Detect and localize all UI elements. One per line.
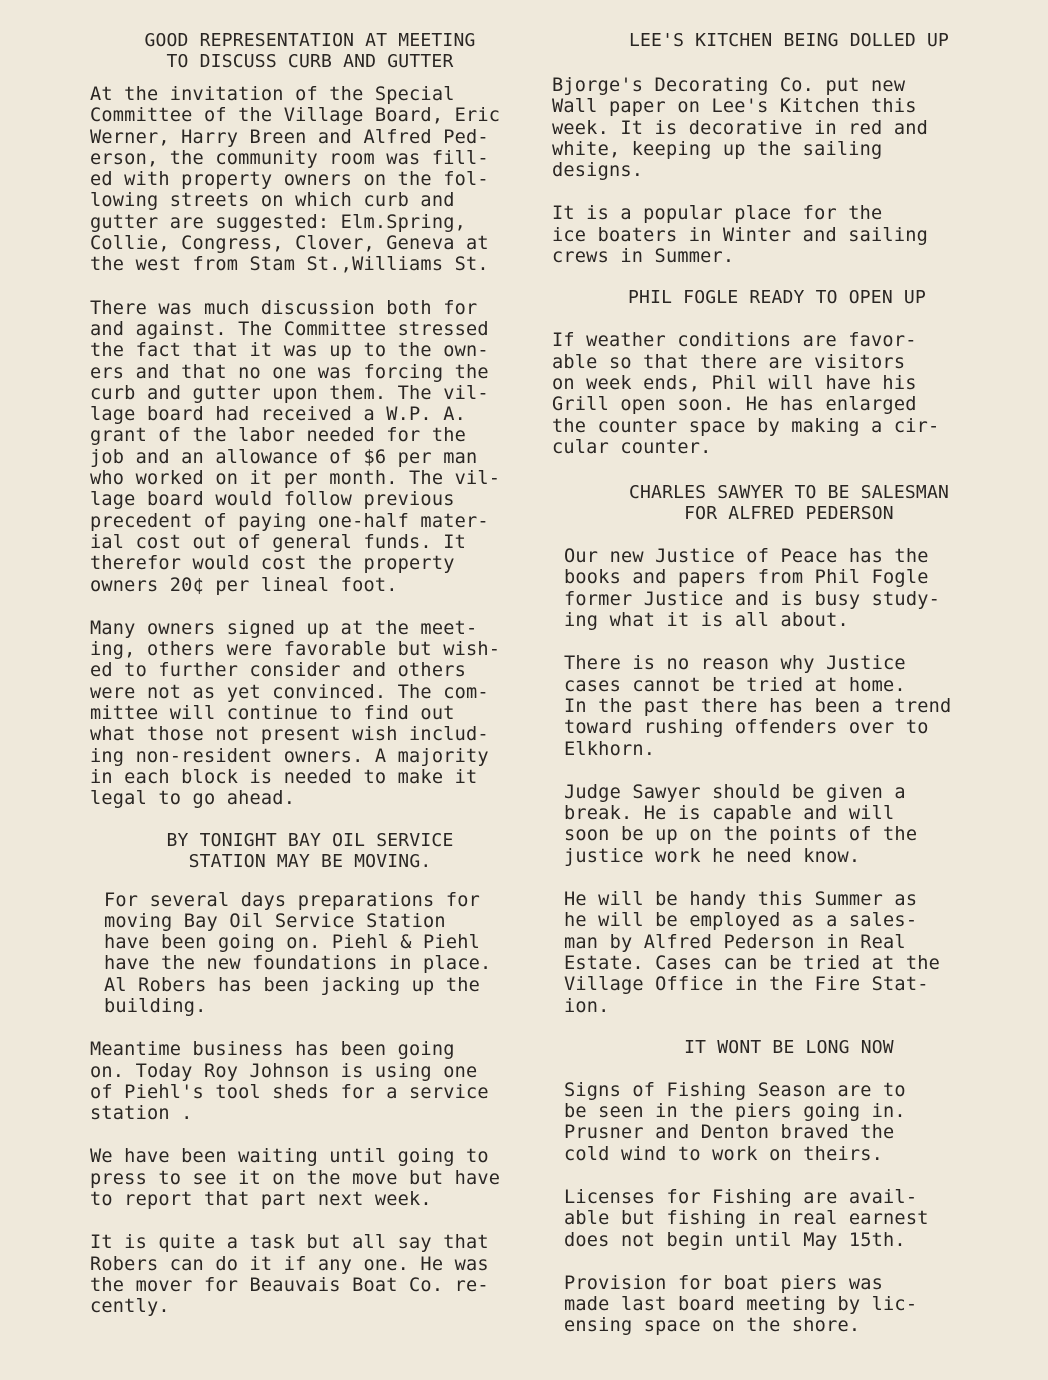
sawyer-paragraph-4: He will be handy this Summer as he will be employed as a sales- man by Alfred Pederson in Real Estate. Cases can be tried at the Village Office in the Fire Stat- ion. — [564, 889, 941, 1017]
left-column — [90, 30, 550, 1318]
bay-oil-paragraph-2: Meantime business has been going on. Today Roy Johnson is using one of Piehl's tool sheds for a service station . — [90, 1039, 489, 1125]
headline-lees-kitchen: LEE'S KITCHEN BEING DOLLED UP — [628, 30, 950, 51]
headline-sawyer-line1: CHARLES SAWYER TO BE SALESMAN — [628, 482, 950, 504]
fishing-paragraph-1: Signs of Fishing Season are to be seen in the piers going in. Prusner and Denton braved the cold wind to work on theirs. — [564, 1079, 906, 1165]
headline-bay-oil-line1: BY TONIGHT BAY OIL SERVICE — [166, 829, 454, 851]
bay-oil-paragraph-4: It is quite a task but all say that Robers can do it if any one. He was the mover for Beauvais Boat Co. re- cently. — [90, 1232, 489, 1318]
headline-bay-oil-line2: STATION MAY BE MOVING. — [188, 850, 432, 872]
fishing-paragraph-3: Provision for boat piers was made last board meeting by lic- ensing space on the shore. — [564, 1272, 918, 1337]
lees-kitchen-paragraph-2: It is a popular place for the ice boaters in Winter and sailing crews in Summer. — [552, 203, 929, 268]
bay-oil-paragraph-3: We have been waiting until going to press to see it on the move but have to report that part next week. — [90, 1146, 501, 1211]
curb-gutter-paragraph-1: At the invitation of the Special Committee of the Village Board, Eric Werner, Harry Breen and Alfred Ped- erson, the community room was fill- ed with property owners on the fol- lowing streets on which curb and gutter are suggested: Elm.Spring, Collie, Congress, Clover, Geneva at the west from Stam St.,Williams St. — [90, 84, 501, 276]
curb-gutter-paragraph-3: Many owners signed up at the meet- ing, others were favorable but wish- ed to further consider and others were not as yet convinced. The com- mittee will continue to find out what those not present wish includ- ing non-resident owners. A majority in each block is needed to make it legal to go ahead. — [90, 617, 501, 810]
sawyer-paragraph-3: Judge Sawyer should be given a break. He is capable and will soon be up on the points of the justice work he need know. — [564, 781, 918, 867]
headline-fishing: IT WONT BE LONG NOW — [684, 1036, 894, 1058]
headline-curb-gutter-line2: TO DISCUSS CURB AND GUTTER — [166, 51, 454, 72]
sawyer-paragraph-1: Our new Justice of Peace has the books and papers from Phil Fogle former Justice and is busy study- ing what it is all about. — [564, 546, 941, 632]
phil-fogle-paragraph-1: If weather conditions are favor- able so that there are visitors on week ends, Phil will have his Grill open soon. He has enlarged the counter space by making a cir- cular counter. — [552, 330, 940, 458]
fishing-paragraph-2: Licenses for Fishing are avail- able but fishing in real earnest does not begin until May 15th. — [564, 1186, 929, 1251]
headline-phil-fogle: PHIL FOGLE READY TO OPEN UP — [628, 287, 926, 309]
curb-gutter-paragraph-2: There was much discussion both for and against. The Committee stressed the fact that it was up to the own- ers and that no one was forcing the curb and gutter upon them. The vil- lage board had received a W.P. A. grant of the labor needed for the job and an allowance of $6 per man who worked on it per month. The vil- lage board would follow previous precedent of paying one-half mater- ial cost out of general funds. It therefor would cost the property owners 20¢ per lineal foot. — [90, 297, 501, 596]
bay-oil-paragraph-1: For several days preparations for moving Bay Oil Service Station have been going on. Piehl & Piehl have the new foundations in place. Al Robers has been jacking up the building. — [104, 889, 492, 1017]
headline-sawyer-line2: FOR ALFRED PEDERSON — [684, 503, 894, 525]
headline-curb-gutter-line1: GOOD REPRESENTATION AT MEETING — [144, 30, 476, 51]
right-column — [552, 30, 1002, 1337]
sawyer-paragraph-2: There is no reason why Justice cases cannot be tried at home. In the past there has been a trend toward rushing offenders over to Elkhorn. — [564, 653, 952, 760]
lees-kitchen-paragraph-1: Bjorge's Decorating Co. put new Wall paper on Lee's Kitchen this week. It is decorative in red and white, keeping up the sailing designs. — [552, 75, 929, 182]
